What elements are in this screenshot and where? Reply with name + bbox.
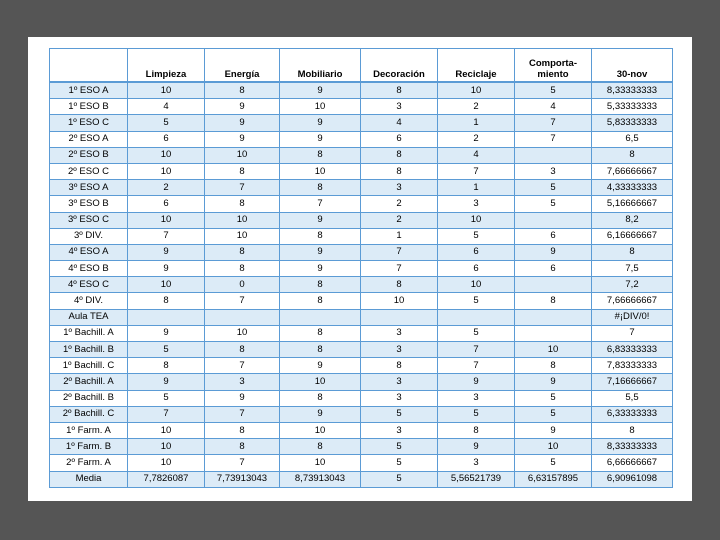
cell-mobiliario: 8 <box>280 277 361 293</box>
header-cell-limpieza: Limpieza <box>128 49 205 83</box>
cell-reciclaje: 5 <box>438 406 515 422</box>
cell-group: 2º Bachill. C <box>50 406 128 422</box>
cell-comportamiento: 6 <box>515 228 592 244</box>
cell-energia: 10 <box>205 147 280 163</box>
cell-comportamiento: 5 <box>515 406 592 422</box>
cell-energia: 9 <box>205 99 280 115</box>
cell-reciclaje: 6 <box>438 244 515 260</box>
scores-table <box>49 48 673 488</box>
cell-decoracion: 10 <box>361 293 438 309</box>
table-row <box>50 180 673 196</box>
table-row <box>50 244 673 260</box>
cell-reciclaje: 9 <box>438 439 515 455</box>
cell-comportamiento: 8 <box>515 358 592 374</box>
cell-limpieza: 10 <box>128 82 205 99</box>
cell-limpieza: 2 <box>128 180 205 196</box>
cell-group: 1º Bachill. C <box>50 358 128 374</box>
cell-total-30-nov: 8,2 <box>592 212 673 228</box>
cell-reciclaje: 1 <box>438 180 515 196</box>
table-row <box>50 439 673 455</box>
cell-mobiliario <box>280 309 361 325</box>
cell-energia: 8 <box>205 244 280 260</box>
cell-decoracion: 8 <box>361 82 438 99</box>
cell-mobiliario: 8 <box>280 228 361 244</box>
table-row <box>50 390 673 406</box>
cell-decoracion: 6 <box>361 131 438 147</box>
cell-limpieza: 5 <box>128 342 205 358</box>
cell-total-30-nov: 7,16666667 <box>592 374 673 390</box>
cell-energia: 10 <box>205 212 280 228</box>
cell-energia: 8 <box>205 342 280 358</box>
cell-energia: 7 <box>205 455 280 471</box>
cell-reciclaje: 5,56521739 <box>438 471 515 487</box>
cell-limpieza: 10 <box>128 212 205 228</box>
cell-mobiliario: 8 <box>280 293 361 309</box>
cell-decoracion: 8 <box>361 277 438 293</box>
cell-comportamiento: 3 <box>515 163 592 179</box>
cell-reciclaje: 7 <box>438 358 515 374</box>
cell-reciclaje: 4 <box>438 147 515 163</box>
cell-mobiliario: 10 <box>280 422 361 438</box>
cell-limpieza: 5 <box>128 115 205 131</box>
cell-mobiliario: 8 <box>280 147 361 163</box>
cell-reciclaje: 8 <box>438 422 515 438</box>
cell-group: 4º DIV. <box>50 293 128 309</box>
cell-energia: 3 <box>205 374 280 390</box>
cell-decoracion: 3 <box>361 99 438 115</box>
cell-group: 1º Bachill. B <box>50 342 128 358</box>
table-row <box>50 212 673 228</box>
cell-energia: 0 <box>205 277 280 293</box>
cell-decoracion: 2 <box>361 196 438 212</box>
cell-group: 2º Bachill. A <box>50 374 128 390</box>
cell-group: 3º ESO C <box>50 212 128 228</box>
cell-reciclaje <box>438 309 515 325</box>
cell-total-30-nov: 5,5 <box>592 390 673 406</box>
cell-comportamiento: 5 <box>515 390 592 406</box>
cell-group: 2º ESO C <box>50 163 128 179</box>
cell-comportamiento: 6,63157895 <box>515 471 592 487</box>
cell-limpieza: 9 <box>128 325 205 341</box>
cell-limpieza: 4 <box>128 99 205 115</box>
table-row <box>50 99 673 115</box>
cell-limpieza: 6 <box>128 196 205 212</box>
cell-reciclaje: 10 <box>438 212 515 228</box>
cell-comportamiento: 6 <box>515 261 592 277</box>
cell-mobiliario: 10 <box>280 374 361 390</box>
cell-reciclaje: 3 <box>438 390 515 406</box>
cell-limpieza: 8 <box>128 358 205 374</box>
cell-total-30-nov: 5,33333333 <box>592 99 673 115</box>
cell-comportamiento: 5 <box>515 82 592 99</box>
cell-energia: 7 <box>205 180 280 196</box>
table-row <box>50 309 673 325</box>
cell-decoracion: 7 <box>361 261 438 277</box>
cell-energia <box>205 309 280 325</box>
cell-decoracion: 5 <box>361 455 438 471</box>
cell-group: 1º Farm. B <box>50 439 128 455</box>
cell-mobiliario: 9 <box>280 244 361 260</box>
cell-reciclaje: 5 <box>438 228 515 244</box>
header-cell-comportamiento: Comporta- miento <box>515 49 592 83</box>
cell-mobiliario: 8 <box>280 342 361 358</box>
cell-reciclaje: 3 <box>438 196 515 212</box>
cell-decoracion: 5 <box>361 471 438 487</box>
cell-mobiliario: 9 <box>280 358 361 374</box>
cell-decoracion: 3 <box>361 325 438 341</box>
cell-reciclaje: 3 <box>438 455 515 471</box>
cell-comportamiento: 10 <box>515 439 592 455</box>
cell-group: 1º Bachill. A <box>50 325 128 341</box>
cell-limpieza: 7 <box>128 406 205 422</box>
cell-total-30-nov: 6,90961098 <box>592 471 673 487</box>
cell-mobiliario: 8,73913043 <box>280 471 361 487</box>
cell-total-30-nov: 7,2 <box>592 277 673 293</box>
cell-total-30-nov: 5,83333333 <box>592 115 673 131</box>
cell-group: 4º ESO B <box>50 261 128 277</box>
cell-energia: 8 <box>205 163 280 179</box>
cell-group: 2º ESO B <box>50 147 128 163</box>
cell-limpieza: 5 <box>128 390 205 406</box>
cell-comportamiento: 7 <box>515 131 592 147</box>
cell-reciclaje: 7 <box>438 342 515 358</box>
cell-mobiliario: 8 <box>280 390 361 406</box>
cell-limpieza: 9 <box>128 374 205 390</box>
cell-group: 2º Farm. A <box>50 455 128 471</box>
table-row <box>50 115 673 131</box>
cell-limpieza: 10 <box>128 277 205 293</box>
cell-total-30-nov: 8,33333333 <box>592 82 673 99</box>
cell-comportamiento: 9 <box>515 422 592 438</box>
cell-group: 1º ESO A <box>50 82 128 99</box>
table-row <box>50 228 673 244</box>
cell-limpieza: 10 <box>128 147 205 163</box>
cell-reciclaje: 6 <box>438 261 515 277</box>
cell-total-30-nov: 6,16666667 <box>592 228 673 244</box>
cell-decoracion: 3 <box>361 180 438 196</box>
cell-mobiliario: 10 <box>280 455 361 471</box>
cell-decoracion: 3 <box>361 390 438 406</box>
cell-total-30-nov: 8,33333333 <box>592 439 673 455</box>
cell-group: Aula TEA <box>50 309 128 325</box>
cell-total-30-nov: 8 <box>592 244 673 260</box>
cell-total-30-nov: 7,5 <box>592 261 673 277</box>
cell-total-30-nov: 7 <box>592 325 673 341</box>
cell-total-30-nov: #¡DIV/0! <box>592 309 673 325</box>
cell-total-30-nov: 6,33333333 <box>592 406 673 422</box>
cell-decoracion: 8 <box>361 147 438 163</box>
cell-comportamiento: 4 <box>515 99 592 115</box>
cell-comportamiento <box>515 309 592 325</box>
cell-energia: 8 <box>205 422 280 438</box>
cell-limpieza: 9 <box>128 244 205 260</box>
cell-limpieza: 7,7826087 <box>128 471 205 487</box>
cell-energia: 8 <box>205 439 280 455</box>
cell-limpieza: 10 <box>128 455 205 471</box>
cell-reciclaje: 1 <box>438 115 515 131</box>
cell-comportamiento: 9 <box>515 244 592 260</box>
table-body <box>50 82 673 487</box>
cell-comportamiento: 8 <box>515 293 592 309</box>
table-row <box>50 196 673 212</box>
cell-reciclaje: 2 <box>438 131 515 147</box>
cell-limpieza: 6 <box>128 131 205 147</box>
cell-comportamiento <box>515 212 592 228</box>
cell-comportamiento: 10 <box>515 342 592 358</box>
table-row <box>50 163 673 179</box>
cell-total-30-nov: 6,5 <box>592 131 673 147</box>
cell-mobiliario: 9 <box>280 82 361 99</box>
cell-group: 2º ESO A <box>50 131 128 147</box>
cell-decoracion: 5 <box>361 439 438 455</box>
cell-comportamiento: 5 <box>515 196 592 212</box>
cell-energia: 7 <box>205 358 280 374</box>
table-row <box>50 277 673 293</box>
cell-mobiliario: 8 <box>280 325 361 341</box>
cell-mobiliario: 9 <box>280 115 361 131</box>
cell-mobiliario: 10 <box>280 163 361 179</box>
cell-reciclaje: 10 <box>438 277 515 293</box>
header-cell-reciclaje: Reciclaje <box>438 49 515 83</box>
cell-reciclaje: 10 <box>438 82 515 99</box>
cell-total-30-nov: 4,33333333 <box>592 180 673 196</box>
cell-comportamiento: 5 <box>515 180 592 196</box>
cell-mobiliario: 9 <box>280 212 361 228</box>
cell-limpieza: 10 <box>128 439 205 455</box>
header-cell-30-nov: 30-nov <box>592 49 673 83</box>
table-row <box>50 147 673 163</box>
cell-energia: 10 <box>205 228 280 244</box>
slide <box>28 37 692 501</box>
cell-limpieza: 10 <box>128 163 205 179</box>
cell-group: 1º Farm. A <box>50 422 128 438</box>
table-row <box>50 342 673 358</box>
cell-total-30-nov: 6,83333333 <box>592 342 673 358</box>
cell-total-30-nov: 7,66666667 <box>592 163 673 179</box>
cell-energia: 8 <box>205 82 280 99</box>
cell-decoracion: 5 <box>361 406 438 422</box>
cell-decoracion <box>361 309 438 325</box>
cell-group: 3º DIV. <box>50 228 128 244</box>
cell-comportamiento <box>515 147 592 163</box>
cell-energia: 8 <box>205 196 280 212</box>
cell-decoracion: 8 <box>361 358 438 374</box>
cell-limpieza: 9 <box>128 261 205 277</box>
cell-mobiliario: 8 <box>280 439 361 455</box>
cell-reciclaje: 7 <box>438 163 515 179</box>
cell-group: 3º ESO A <box>50 180 128 196</box>
cell-mobiliario: 9 <box>280 131 361 147</box>
average-row <box>50 471 673 487</box>
cell-comportamiento: 9 <box>515 374 592 390</box>
table-row <box>50 422 673 438</box>
cell-group: Media <box>50 471 128 487</box>
cell-decoracion: 8 <box>361 163 438 179</box>
table-row <box>50 374 673 390</box>
cell-comportamiento <box>515 277 592 293</box>
cell-decoracion: 3 <box>361 342 438 358</box>
cell-comportamiento: 7 <box>515 115 592 131</box>
cell-total-30-nov: 6,66666667 <box>592 455 673 471</box>
cell-group: 1º ESO B <box>50 99 128 115</box>
table-row <box>50 358 673 374</box>
cell-energia: 9 <box>205 131 280 147</box>
cell-total-30-nov: 8 <box>592 147 673 163</box>
cell-reciclaje: 5 <box>438 293 515 309</box>
header-cell-group <box>50 49 128 83</box>
cell-mobiliario: 7 <box>280 196 361 212</box>
cell-limpieza: 8 <box>128 293 205 309</box>
cell-mobiliario: 8 <box>280 180 361 196</box>
cell-decoracion: 2 <box>361 212 438 228</box>
cell-decoracion: 7 <box>361 244 438 260</box>
cell-energia: 7 <box>205 406 280 422</box>
cell-energia: 9 <box>205 390 280 406</box>
cell-total-30-nov: 7,83333333 <box>592 358 673 374</box>
cell-decoracion: 3 <box>361 374 438 390</box>
table-row <box>50 82 673 99</box>
cell-limpieza <box>128 309 205 325</box>
cell-comportamiento <box>515 325 592 341</box>
table-row <box>50 131 673 147</box>
header-cell-mobiliario: Mobiliario <box>280 49 361 83</box>
cell-group: 4º ESO C <box>50 277 128 293</box>
cell-energia: 8 <box>205 261 280 277</box>
cell-reciclaje: 2 <box>438 99 515 115</box>
cell-limpieza: 10 <box>128 422 205 438</box>
cell-energia: 9 <box>205 115 280 131</box>
cell-total-30-nov: 7,66666667 <box>592 293 673 309</box>
cell-energia: 7 <box>205 293 280 309</box>
table-row <box>50 261 673 277</box>
cell-comportamiento: 5 <box>515 455 592 471</box>
cell-mobiliario: 9 <box>280 261 361 277</box>
cell-decoracion: 4 <box>361 115 438 131</box>
cell-decoracion: 1 <box>361 228 438 244</box>
cell-energia: 10 <box>205 325 280 341</box>
cell-energia: 7,73913043 <box>205 471 280 487</box>
header-cell-decoracion: Decoración <box>361 49 438 83</box>
cell-group: 2º Bachill. B <box>50 390 128 406</box>
cell-group: 4º ESO A <box>50 244 128 260</box>
cell-decoracion: 3 <box>361 422 438 438</box>
cell-mobiliario: 10 <box>280 99 361 115</box>
cell-reciclaje: 5 <box>438 325 515 341</box>
table-row <box>50 406 673 422</box>
cell-group: 3º ESO B <box>50 196 128 212</box>
cell-limpieza: 7 <box>128 228 205 244</box>
table-row <box>50 325 673 341</box>
cell-reciclaje: 9 <box>438 374 515 390</box>
header-cell-energia: Energía <box>205 49 280 83</box>
table-row <box>50 455 673 471</box>
cell-mobiliario: 9 <box>280 406 361 422</box>
cell-total-30-nov: 5,16666667 <box>592 196 673 212</box>
cell-total-30-nov: 8 <box>592 422 673 438</box>
cell-group: 1º ESO C <box>50 115 128 131</box>
table-row <box>50 293 673 309</box>
header-row <box>50 49 673 83</box>
